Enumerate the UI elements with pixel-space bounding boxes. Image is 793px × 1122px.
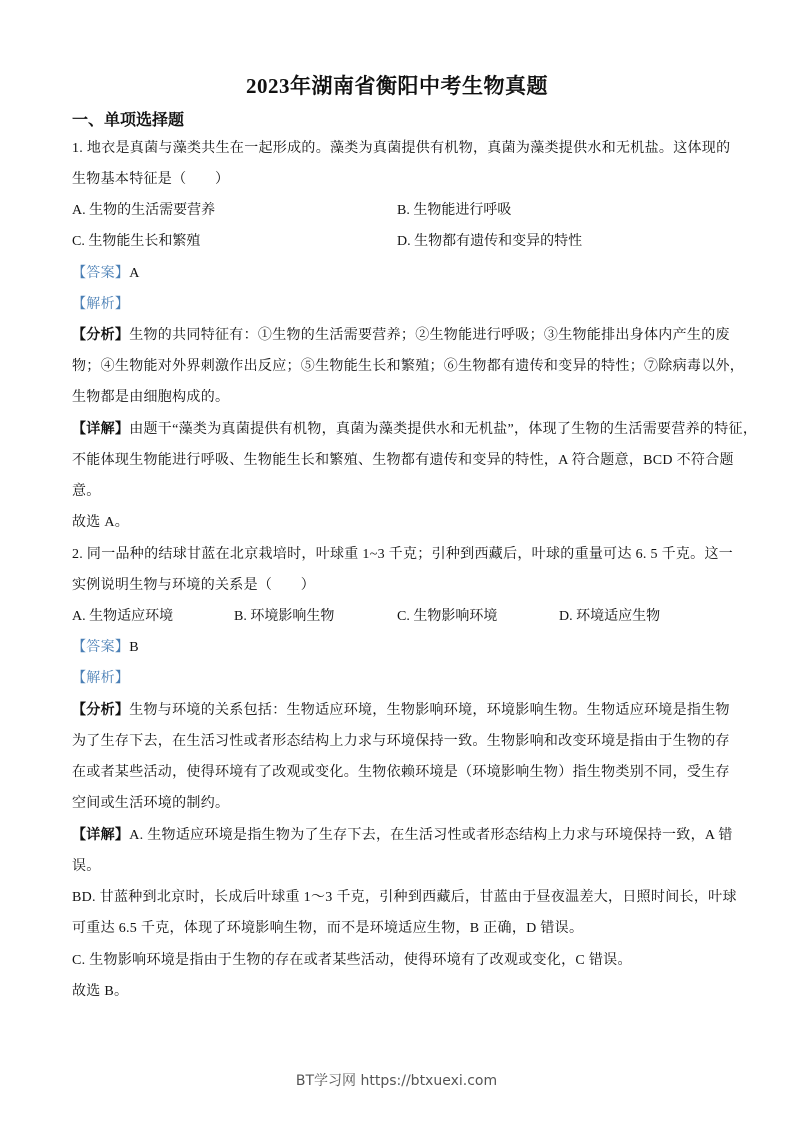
page-title: 2023年湖南省衡阳中考生物真题 [246,74,548,98]
q2-fenxi-line3: 在或者某些活动，使得环境有了改观或变化。生物依赖环境是（环境影响生物）指生物类别不同，受生存 [72,765,730,780]
q2-stem-line1: 2. 同一品种的结球甘蓝在北京栽培时，叶球重 1~3 千克；引种到西藏后，叶球的重量可达 6. 5 千克。这一 [72,547,734,562]
q1-detail-line3: 意。 [72,484,101,499]
q1-answer [72,264,140,284]
q1-detail-line2: 不能体现生物能进行呼吸、生物能生长和繁殖、生物都有遗传和变异的特性，A 符合题意，BCD 不符合题 [72,453,734,468]
q2-detail-line5: C. 生物影响环境是指由于生物的存在或者某些活动，使得环境有了改观或变化，C 错误。 [72,953,632,968]
q2-analysis-label: 【解析】 [72,671,130,686]
q1-option-d: D. 生物都有遗传和变异的特性 [397,234,583,249]
answer-label: 【答案】 [72,266,130,281]
q2-option-b: B. 环境影响生物 [234,609,335,624]
q1-stem-line1: 1. 地衣是真菌与藻类共生在一起形成的。藻类为真菌提供有机物，真菌为藻类提供水和无机盐。这体现的 [72,141,731,156]
detail-label: 【详解】 [72,422,130,437]
q2-detail-line1 [72,826,733,846]
q1-fenxi-line3: 生物都是由细胞构成的。 [72,390,230,405]
q2-fenxi-line2: 为了生存下去，在生活习性或者形态结构上力求与环境保持一致。生物影响和改变环境是指由于生物的存 [72,734,730,749]
detail-text: A. 生物适应环境是指生物为了生存下去，在生活习性或者形态结构上力求与环境保持一致，A 错 [129,828,733,843]
fenxi-label: 【分析】 [72,703,130,718]
q2-stem-line2: 实例说明生物与环境的关系是（ ） [72,578,316,593]
q2-answer [72,638,139,658]
q2-fenxi-line1 [72,701,730,721]
answer-value: A [129,266,140,281]
fenxi-label: 【分析】 [72,328,130,343]
q2-detail-line2: 误。 [72,859,101,874]
q1-fenxi-line2: 物；④生物能对外界刺激作出反应；⑤生物能生长和繁殖；⑥生物都有遗传和变异的特性；⑦除病毒以外， [72,359,745,374]
q1-conclusion: 故选 A。 [72,515,130,530]
q2-option-c: C. 生物影响环境 [397,609,498,624]
q1-stem-line2: 生物基本特征是（ ） [72,172,230,187]
detail-text: 由题干“藻类为真菌提供有机物，真菌为藻类提供水和无机盐”，体现了生物的生活需要营养的特征， [129,422,758,437]
q2-option-a: A. 生物适应环境 [72,609,174,624]
q1-option-c: C. 生物能生长和繁殖 [72,234,201,249]
q1-option-a: A. 生物的生活需要营养 [72,203,216,218]
q1-option-b: B. 生物能进行呼吸 [397,203,512,218]
fenxi-text: 生物与环境的关系包括：生物适应环境，生物影响环境，环境影响生物。生物适应环境是指生物 [129,703,730,718]
q1-detail-line1 [72,420,757,440]
q2-conclusion: 故选 B。 [72,984,129,999]
q2-fenxi-line4: 空间或生活环境的制约。 [72,796,230,811]
answer-label: 【答案】 [72,640,130,655]
detail-label: 【详解】 [72,828,130,843]
answer-value: B [129,640,139,655]
footer-watermark: BT学习网 https://btxuexi.com [295,1073,498,1089]
q2-option-d: D. 环境适应生物 [559,609,661,624]
fenxi-text: 生物的共同特征有：①生物的生活需要营养；②生物能进行呼吸；③生物能排出身体内产生的废 [129,328,730,343]
q1-analysis-label: 【解析】 [72,297,130,312]
q2-detail-line3: BD. 甘蓝种到北京时，长成后叶球重 1～3 千克，引种到西藏后，甘蓝由于昼夜温差大，日照时间长，叶球 [72,890,737,905]
q2-detail-line4: 可重达 6.5 千克，体现了环境影响生物，而不是环境适应生物，B 正确，D 错误。 [72,921,584,936]
q1-fenxi-line1 [72,326,730,346]
section-heading: 一、单项选择题 [72,112,185,129]
